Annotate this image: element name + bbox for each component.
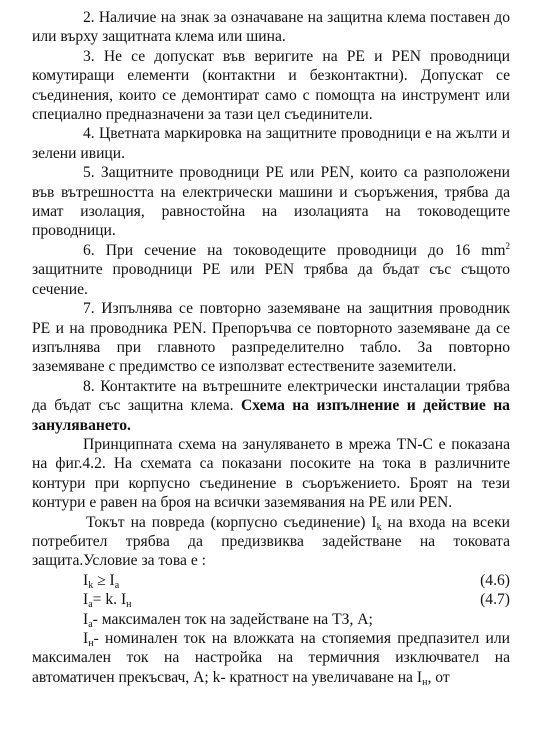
paragraph-item-8 (32, 377, 510, 435)
formula-symbol: I (83, 591, 89, 609)
definition-text: - максимален ток на задействане на ТЗ, А; (92, 610, 373, 628)
paragraph-item-2: 2. Наличие на знак за означаване на защитна клема поставен до или върху защитната клема или шина. (32, 9, 510, 46)
formula-4-7-expression (83, 590, 132, 609)
paragraph-8-text: 8. Контактите на вътрешните електрически инсталации трябва да бъдат със защитна клема. (32, 377, 510, 415)
definition-ia (32, 610, 510, 629)
paragraph-item-4: 4. Цветната маркировка на защитните проводници е на жълти и зелени ивици. (32, 125, 510, 162)
formula-4-6-expression (83, 571, 119, 590)
paragraph-6-text-a: 6. При сечение на тоководещите проводници до 16 mm (83, 241, 506, 259)
definition-subscript: a (88, 618, 93, 630)
paragraph-item-6 (32, 241, 510, 299)
formula-4-7-number: (4.7) (480, 591, 510, 609)
definition-text: - номинален ток на вложката на стопяемия предпазител или максимален ток на настройка на термичния изключвател на автоматичен прекъсвач, А; k- кратност на увеличаване на I (32, 630, 510, 686)
definition-in (32, 629, 510, 687)
definition-subscript: н (422, 676, 428, 688)
formula-symbol: ≥ I (93, 571, 115, 589)
formula-4-6 (32, 571, 510, 590)
definition-text-tail: , от (427, 668, 450, 686)
formula-symbol: = k. I (92, 591, 127, 609)
formula-subscript: k (88, 579, 94, 591)
formula-subscript: a (114, 579, 120, 591)
paragraph-item-5: 5. Защитните проводници PE или PEN, които са разположени във вътрешността на електрически машини и съоръжения, трябва да имат изолация, равностойна на изолацията на тоководещите проводници. (32, 164, 510, 240)
definition-subscript: н (88, 638, 94, 649)
paragraph-6-text-b: защитните проводници PE или PEN трябва да бъдат със същото сечение. (32, 261, 510, 298)
formula-4-6-number: (4.6) (480, 571, 510, 589)
paragraph-item-7: 7. Изпълнява се повторно заземяване на защитния проводник PE и на проводника PEN. Препоръчва се повторното заземяване да се изпълнява при главното разпределително табло. За повторно заземяване с предимство се използват естествените заземители. (32, 300, 510, 376)
superscript-2: 2 (505, 240, 510, 251)
formula-subscript: a (88, 599, 93, 611)
formula-subscript: н (126, 599, 132, 611)
paragraph-item-3: 3. Не се допускат във веригите на PE и PEN проводници комутиращи елементи (контактни и безконтактни). Допускат се съединения, които се демонтират само с помощта на инструмент или специално предназначени за тази цел съединители. (32, 47, 510, 124)
fault-current-text-b: на входа на всеки потребител трябва да предизвиква задействане на токовата защита.Условие за това е : (32, 513, 510, 570)
definition-symbol: I (83, 610, 89, 628)
subscript-k: k (376, 521, 382, 533)
section-heading: Схема на изпълнение и действие на зануляването. (32, 397, 510, 434)
paragraph-fault-current (32, 513, 510, 571)
formula-4-7 (32, 590, 510, 609)
definition-symbol: I (83, 630, 89, 647)
fault-current-text-a: Токът на повреда (корпусно съединение) I (86, 513, 377, 531)
paragraph-principle-scheme: Принципната схема на зануляването в мрежа TN-C е показана на фиг.4.2. На схемата са показани посоките на тока в различните контури при корпусно съединение в съоръжението. Броят на тези контури е равен на броя на всички заземявания на PE или PEN. (32, 435, 510, 512)
document-page (32, 8, 510, 687)
formula-symbol: I (83, 571, 89, 589)
